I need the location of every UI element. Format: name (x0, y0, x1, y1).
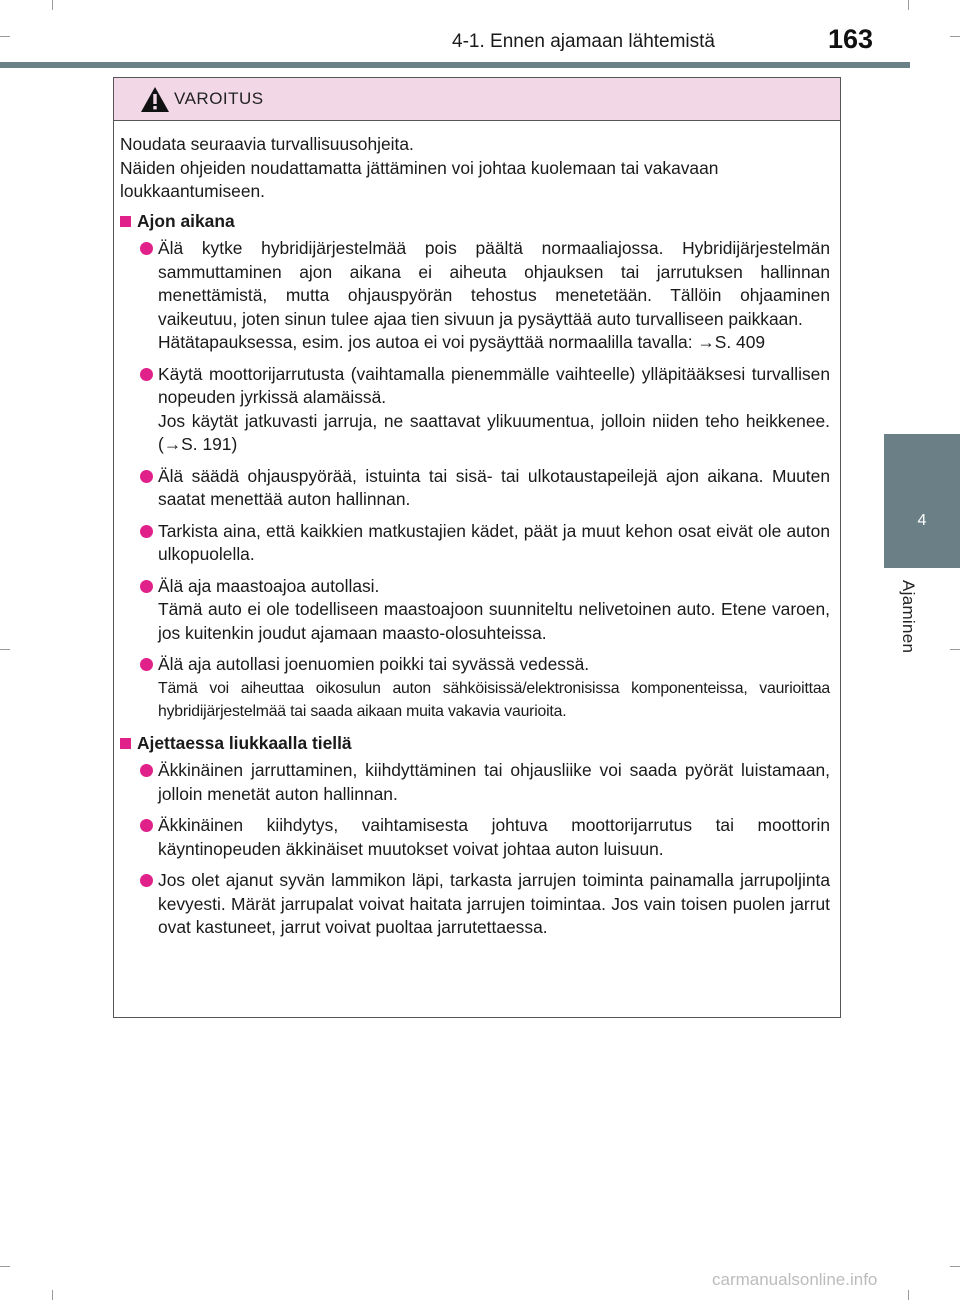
list-item (120, 869, 830, 940)
list-item (120, 237, 830, 355)
section-title: 4-1. Ennen ajamaan lähtemistä (452, 31, 715, 52)
item-text: Älä säädä ohjauspyörää, istuinta tai sisä- tai ulkotaustapeilejä ajon aikana. Muuten saatat menettää auton hallinnan. (158, 465, 830, 509)
chapter-label: Ajaminen (899, 580, 918, 654)
list-item (120, 465, 830, 512)
round-bullet-icon (140, 242, 153, 255)
item-text: Käytä moottorijarrutusta (vaihtamalla pienemmälle vaihteelle) ylläpitääksesi turvallisen nopeuden jyrkissä alamäissä. (158, 363, 830, 407)
crop-mark (0, 649, 10, 650)
list-item (120, 520, 830, 567)
crop-mark (0, 36, 10, 37)
item-text: Hätätapauksessa, esim. jos autoa ei voi pysäyttää normaalilla tavalla: →S. 409 (158, 332, 766, 352)
crop-mark (52, 0, 53, 10)
warning-body (114, 121, 840, 940)
crop-mark (950, 1266, 960, 1267)
section-heading: Ajon aikana (120, 210, 830, 234)
item-text: Tämä voi aiheuttaa oikosulun auton sähköisissä/elektronisissa komponenteissa, vaurioittaa hybridijärjestelmää tai saada aikaan muita vakavia vaurioita. (158, 679, 830, 720)
item-text: Jos olet ajanut syvän lammikon läpi, tarkasta jarrujen toiminta painamalla jarrupoljinta kevyesti. Märät jarrupalat voivat haitata jarrujen toimintaa. Jos vain toisen puolen jarrut ovat kastuneet, jarrut voivat puoltaa jarrutettaessa. (158, 870, 830, 937)
list-item (120, 653, 830, 724)
chapter-number: 4 (917, 512, 927, 529)
list-item (120, 363, 830, 457)
list-item (120, 814, 830, 861)
crop-mark (908, 1290, 909, 1300)
crop-mark (950, 36, 960, 37)
round-bullet-icon (140, 580, 153, 593)
square-bullet-icon (120, 738, 131, 749)
item-text: Äkkinäinen jarruttaminen, kiihdyttäminen tai ohjausliike voi saada pyörät luistamaan, jolloin menetät auton hallinnan. (158, 760, 830, 804)
warning-label: VAROITUS (174, 89, 264, 108)
item-text: Älä aja autollasi joenuomien poikki tai syvässä vedessä. (158, 654, 590, 674)
item-text: Tämä auto ei ole todelliseen maastoajoon suunniteltu nelivetoinen auto. Etene varoen, jos kuitenkin joudut ajamaan maasto-olosuhteissa. (158, 599, 830, 643)
crop-mark (950, 649, 960, 650)
page-number: 163 (828, 24, 874, 54)
round-bullet-icon (140, 470, 153, 483)
item-text: Tarkista aina, että kaikkien matkustajien kädet, päät ja muut kehon osat eivät ole auton ulkopuolella. (158, 520, 830, 564)
item-text: Älä kytke hybridijärjestelmää pois päältä normaaliajossa. Hybridijärjestelmän sammuttaminen ajon aikana ei aiheuta ohjauksen tai jarrutuksen hallinnan menettämistä, mutta ohjauspyörän tehostus menetetään. Tällöin ohjaaminen vaikeutuu, joten sinun tulee ajaa tien sivuun ja pysäyttää auto turvalliseen paikkaan. (158, 238, 830, 329)
list-item (120, 759, 830, 806)
section-heading: Ajettaessa liukkaalla tiellä (120, 732, 830, 756)
list-item (120, 575, 830, 646)
crop-mark (908, 0, 909, 10)
item-text: Äkkinäinen kiihdytys, vaihtamisesta johtuva moottorijarrutus tai moottorin käyntinopeuden äkkinäiset muutokset voivat johtaa auton luisuun. (158, 815, 830, 859)
item-text: Jos käytät jatkuvasti jarruja, ne saattavat ylikuumentua, jolloin niiden teho heikkenee. (→S. 191) (158, 410, 830, 454)
square-bullet-icon (120, 216, 131, 227)
intro-line: Noudata seuraavia turvallisuusohjeita. (120, 134, 414, 154)
warning-box (113, 77, 841, 1018)
item-text: Älä aja maastoajoa autollasi. (158, 575, 380, 596)
crop-mark (52, 1290, 53, 1300)
round-bullet-icon (140, 368, 153, 381)
warning-header (114, 78, 840, 121)
intro-line: Näiden ohjeiden noudattamatta jättäminen voi johtaa kuolemaan tai vakavaan loukkaantumiseen. (120, 157, 719, 201)
intro-text (120, 133, 830, 204)
warning-triangle-icon (140, 86, 170, 113)
chapter-tab (884, 434, 960, 568)
round-bullet-icon (140, 658, 153, 671)
crop-mark (0, 1266, 10, 1267)
round-bullet-icon (140, 525, 153, 538)
round-bullet-icon (140, 764, 153, 777)
header-rule (0, 62, 910, 68)
watermark: carmanualsonline.info (712, 1270, 878, 1289)
round-bullet-icon (140, 874, 153, 887)
round-bullet-icon (140, 819, 153, 832)
